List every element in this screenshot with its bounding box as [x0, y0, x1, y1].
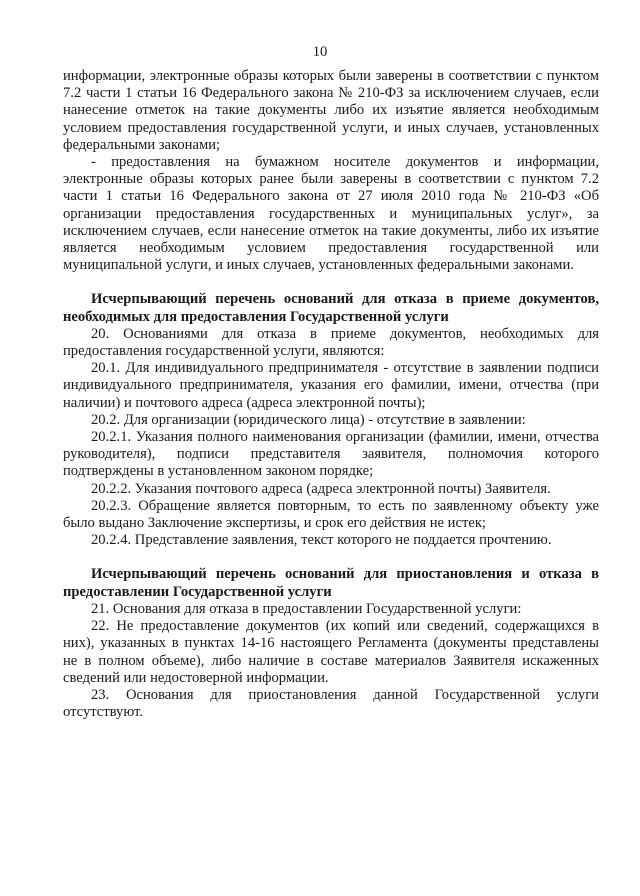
page-number: 10 [312, 44, 328, 60]
paragraph-20-2-2: 20.2.2. Указания почтового адреса (адреса электронной почты) Заявителя. [91, 480, 551, 497]
paragraph-20-1: 20.1. Для индивидуального предпринимателя - отсутствие в заявлении подписи индивидуального предпринимателя, указания его фамилии, имени, отчества (при наличии) и почтового адреса (адреса электронной почты); [63, 360, 599, 411]
section-gap [63, 549, 599, 566]
paragraph-continuation: информации, электронные образы которых были заверены в соответствии с пунктом 7.2 части 1 статьи 16 Федерального закона № 210-ФЗ за исключением случаев, если нанесение отметок на такие документы либо их изъятие является необходимым условием предоставления государственной услуги, и иных случаев, установленных федеральными законами; [63, 68, 599, 153]
document-body [63, 68, 599, 721]
paragraph-list-item: - предоставления на бумажном носителе документов и информации, электронные образы которых ранее были заверены в соответствии с пунктом 7.2 части 1 статьи 16 Федерального закона от 27 июля 2010 года № 210-ФЗ «Об организации предоставления государственных и муниципальных услуг», за исключением случаев, если нанесение отметок на такие документы, либо их изъятие является необходимым условием предоставления государственной или муниципальной услуги, и иных случаев, установленных федеральными законами. [63, 154, 599, 274]
paragraph-20: 20. Основаниями для отказа в приеме документов, необходимых для предоставления государственной услуги, являются: [63, 325, 599, 360]
paragraph-20-2-1: 20.2.1. Указания полного наименования организации (фамилии, имени, отчества руководителя), подписи представителя заявителя, полномочия которого подтверждены в установленном законом порядке; [63, 429, 599, 480]
section-gap [63, 274, 599, 291]
paragraph-23: 23. Основания для приостановления данной Государственной услуги отсутствуют. [63, 686, 599, 721]
paragraph-20-2-3: 20.2.3. Обращение является повторным, то есть по заявленному объекту уже было выдано Заключение экспертизы, и срок его действия не истек; [63, 497, 599, 532]
paragraph-22: 22. Не предоставление документов (их копий или сведений, содержащихся в них), указанных в пунктах 14-16 настоящего Регламента (документы представлены не в полном объеме), либо наличие в составе материалов Заявителя искаженных сведений или недостоверной информации. [63, 618, 599, 686]
section-heading-refusal-acceptance: Исчерпывающий перечень оснований для отказа в приеме документов, необходимых для предоставления Государственной услуги [63, 291, 599, 325]
paragraph-20-2: 20.2. Для организации (юридического лица) - отсутствие в заявлении: [91, 411, 526, 428]
paragraph-20-2-4: 20.2.4. Представление заявления, текст которого не поддается прочтению. [91, 532, 552, 549]
section-heading-suspension-refusal: Исчерпывающий перечень оснований для приостановления и отказа в предоставлении Государственной услуги [63, 566, 599, 600]
paragraph-21: 21. Основания для отказа в предоставлении Государственной услуги: [91, 600, 522, 617]
